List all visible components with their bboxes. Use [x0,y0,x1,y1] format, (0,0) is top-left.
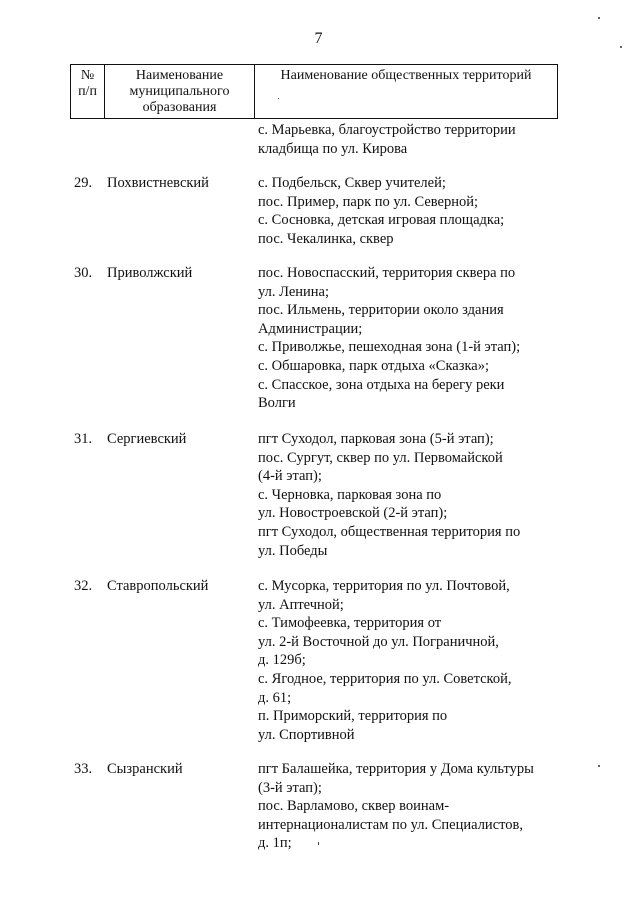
territory-line: с. Тимофеевка, территория от [258,615,442,632]
territory-line: д. 129б; [258,652,306,669]
territory-line: ул. Новостроевской (2-й этап); [258,505,448,522]
row-number: 33. [74,761,93,777]
municipality-name: Ставропольский [107,578,209,594]
municipality-name: Сызранский [107,761,183,777]
header-municipality-line: Наименование [135,68,224,83]
header-number-column [71,65,105,118]
territory-line: с. Мусорка, территория по ул. Почтовой, [258,578,510,594]
header-number-line: п/п [78,84,97,99]
territory-line: пос. Варламово, сквер воинам- [258,798,450,815]
territory-line: (3-й этап); [258,779,322,796]
municipality-name: Сергиевский [107,431,187,447]
territory-line: пос. Ильмень, территории около здания [258,302,504,319]
header-territory-column [255,65,557,118]
territory-line: ул. Ленина; [258,283,330,300]
territory-cell [258,264,558,413]
municipality-name: Похвистневский [107,175,209,191]
territory-line: д. 1п; [258,835,292,852]
territory-line: пос. Новоспасский, территория сквера по [258,265,516,281]
scan-speck [318,842,319,845]
scan-speck [278,98,279,99]
territory-line: пос. Чекалинка, сквер [258,230,394,247]
territory-line: с. Обшаровка, парк отдыха «Сказка»; [258,357,490,374]
row-number: 30. [74,265,93,281]
territory-cell [258,577,558,744]
scan-speck [598,765,600,767]
territory-line: пос. Пример, парк по ул. Северной; [258,193,479,210]
territory-line: пос. Сургут, сквер по ул. Первомайской [258,449,503,466]
territory-line: кладбища по ул. Кирова [258,140,408,157]
territory-line: с. Ягодное, территория по ул. Советской, [258,670,512,687]
territory-line: с. Марьевка, благоустройство территории [258,122,516,138]
territory-line: д. 61; [258,689,292,706]
territory-line: (4-й этап); [258,468,322,485]
territory-cell [258,760,558,853]
territory-line: с. Черновка, парковая зона по [258,486,442,503]
row-number: 31. [74,431,93,447]
header-territory-line: Наименование общественных территорий [280,68,532,83]
header-municipality-line: образования [142,100,217,115]
header-municipality-column [105,65,255,118]
page-number: 7 [314,30,323,47]
territory-line: с. Сосновка, детская игровая площадка; [258,212,505,229]
territory-line: ул. 2-й Восточной до ул. Пограничной, [258,633,499,650]
scan-speck [620,46,622,48]
territory-cell [258,430,558,560]
territory-line: с. Приволжье, пешеходная зона (1-й этап); [258,339,521,356]
territory-line: интернационалистам по ул. Специалистов, [258,816,523,833]
territory-line: ул. Аптечной; [258,596,344,613]
municipality-name: Приволжский [107,265,193,281]
scan-speck [598,17,600,19]
territory-line: с. Подбельск, Сквер учителей; [258,175,446,191]
row-number: 32. [74,578,93,594]
territory-line: ул. Спортивной [258,726,355,743]
territory-line: Администрации; [258,320,363,337]
territory-line: с. Спасское, зона отдыха на берегу реки [258,376,505,393]
header-municipality-line: муниципального [129,84,230,99]
territory-cell [258,121,558,158]
territory-line: пгт Суходол, парковая зона (5-й этап); [258,431,494,447]
territory-line: Волги [258,395,296,412]
territory-line: п. Приморский, территория по [258,708,448,725]
table-header [70,64,558,119]
territory-line: ул. Победы [258,542,328,559]
header-number-line: № [80,68,95,83]
territory-line: пгт Балашейка, территория у Дома культуры [258,761,534,777]
row-number: 29. [74,175,93,191]
territory-cell [258,174,558,248]
territory-line: пгт Суходол, общественная территория по [258,523,521,540]
